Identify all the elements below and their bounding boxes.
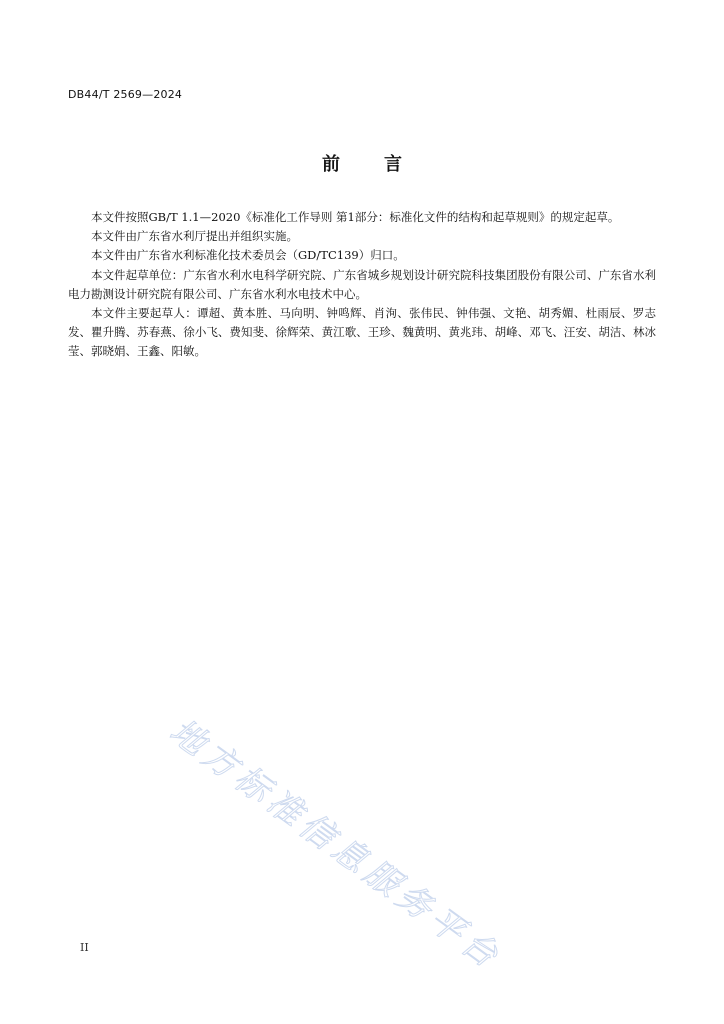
- paragraph-drafters: 本文件主要起草人：谭超、黄本胜、马向明、钟鸣辉、肖洵、张伟民、钟伟强、文艳、胡秀媚、杜雨辰、罗志发、瞿升腾、苏春燕、徐小飞、费知斐、徐辉荣、黄江歌、王珍、魏黄明、黄兆玮、胡峰、邓飞、汪安、胡洁、林冰莹、郭晓娟、王鑫、阳敏。: [68, 306, 656, 359]
- paragraph-committee: 本文件由广东省水利标准化技术委员会（GD/TC139）归口。: [91, 248, 405, 263]
- page-title: [0, 150, 724, 176]
- title-char-left: 前: [322, 154, 340, 175]
- title-char-right: 言: [384, 154, 402, 175]
- paragraph-proposer: 本文件由广东省水利厅提出并组织实施。: [91, 229, 298, 244]
- paragraph-drafting-units: 本文件起草单位：广东省水利水电科学研究院、广东省城乡规划设计研究院科技集团股份有限公司、广东省水利电力勘测设计研究院有限公司、广东省水利水电技术中心。: [68, 267, 656, 301]
- page-number: II: [80, 941, 89, 954]
- paragraph-drafting-basis: 本文件按照GB/T 1.1—2020《标准化工作导则 第1部分：标准化文件的结构和起草规则》的规定起草。: [91, 210, 620, 224]
- watermark: 地方标准信息服务平台: [162, 711, 510, 979]
- foreword-body: [68, 208, 656, 362]
- document-code: DB44/T 2569—2024: [68, 88, 183, 101]
